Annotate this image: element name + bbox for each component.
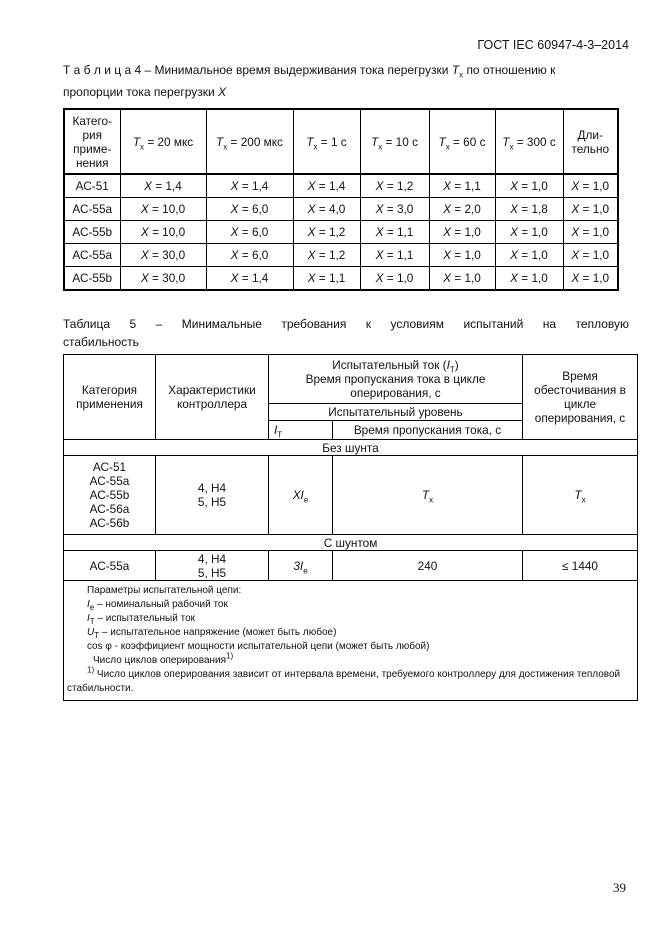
table4-cell-category: АС-55а [64, 198, 120, 221]
table4-header-category: Катего-рия приме-нения [64, 109, 120, 174]
table4-cell-value: X = 1,0 [563, 267, 618, 291]
table5-no-shunt-categories: АС-51 АС-55а АС-55b АС-56а АС-56b [64, 456, 156, 535]
table4-cell-category: АС-55b [64, 267, 120, 291]
table5-no-shunt-time: $T_x$ [333, 456, 523, 535]
table4-cell-value: X = 1,4 [293, 174, 360, 198]
table4-cell-value: X = 6,0 [206, 221, 293, 244]
table4-caption [63, 59, 629, 103]
table4-cell-value: X = 30,0 [120, 244, 206, 267]
table4-cell-value: X = 1,4 [206, 267, 293, 291]
table4-caption-line1: Т а б л и ц а 4 – Минимальное время выдерживания тока перегрузки $T_x$ по отношению к [63, 63, 556, 80]
table5-shunt-time: 240 [333, 551, 523, 581]
table5-shunt-category: АС-55а [64, 551, 156, 581]
table4-cell-value: X = 1,1 [293, 267, 360, 291]
table4-caption-line2: пропорции тока перегрузки X [63, 85, 227, 99]
table4-row [64, 221, 618, 244]
table4-cell-value: X = 1,0 [495, 244, 563, 267]
table5-section-no-shunt: Без шунта [64, 440, 638, 456]
table5-header-test-level: Испытательный уровень [269, 404, 523, 421]
table5 [63, 354, 638, 701]
table4-cell-value: X = 30,0 [120, 267, 206, 291]
table5-shunt-controller: 4, Н4 5, Н5 [156, 551, 269, 581]
table5-no-shunt-deenergize: $T_x$ [523, 456, 638, 535]
table5-header-deenergize: Время обесточивания в цикле оперирования, с [523, 355, 638, 440]
table5-caption-line2: стабильность [63, 335, 139, 349]
table4-cell-value: X = 6,0 [206, 244, 293, 267]
table5-row-shunt [64, 551, 638, 581]
table4-cell-value: X = 1,0 [563, 244, 618, 267]
table5-shunt-level: $3I_e$ [269, 551, 333, 581]
table4-cell-value: X = 2,0 [429, 198, 495, 221]
table5-section-shunt: С шунтом [64, 535, 638, 551]
table4-cell-value: X = 1,2 [293, 244, 360, 267]
table4-cell-value: X = 1,2 [293, 221, 360, 244]
table4-cell-value: X = 1,0 [429, 221, 495, 244]
table5-header-test-current: Испытательный ток $(I_T)$ Время пропускания тока в цикле оперирования, с [269, 355, 523, 404]
table5-row-no-shunt [64, 456, 638, 535]
table4-header-time-6: $T_x = 300$ с [495, 109, 563, 174]
table5-caption-line1: Таблица 5 – Минимальные требования к условиям испытаний на тепловую [63, 317, 629, 331]
table4 [63, 108, 619, 291]
table4-cell-value: X = 1,0 [563, 174, 618, 198]
table4-cell-value: X = 1,0 [495, 174, 563, 198]
table4-cell-value: X = 1,0 [429, 267, 495, 291]
table4-cell-value: X = 1,0 [495, 267, 563, 291]
table5-header-row-1 [64, 355, 638, 404]
table4-cell-value: X = 1,0 [360, 267, 429, 291]
table5-shunt-deenergize: ≤ 1440 [523, 551, 638, 581]
page-number: 39 [613, 880, 626, 895]
table4-row [64, 174, 618, 198]
table4-header-time-3: $T_x = 1$ с [293, 109, 360, 174]
table4-cell-value: X = 10,0 [120, 221, 206, 244]
table4-cell-value: X = 1,2 [360, 174, 429, 198]
table4-cell-value: X = 1,4 [120, 174, 206, 198]
table4-header-row [64, 109, 618, 174]
table4-cell-category: АС-51 [64, 174, 120, 198]
table5-header-controller: Характеристики контроллера [156, 355, 269, 440]
table4-header-time-2: $T_x = 200$ мкс [206, 109, 293, 174]
table4-cell-value: X = 1,0 [495, 221, 563, 244]
table4-cell-value: X = 6,0 [206, 198, 293, 221]
table5-header-pass-time: Время пропускания тока, с [333, 421, 523, 440]
table4-header-time-4: $T_x = 10$ с [360, 109, 429, 174]
table4-cell-value: X = 1,4 [206, 174, 293, 198]
table4-row [64, 244, 618, 267]
table4-cell-value: X = 10,0 [120, 198, 206, 221]
table5-no-shunt-level: $XI_e$ [269, 456, 333, 535]
table5-notes-row [64, 581, 638, 701]
table4-cell-value: X = 1,1 [360, 221, 429, 244]
table4-cell-value: X = 4,0 [293, 198, 360, 221]
table4-cell-value: X = 1,0 [563, 198, 618, 221]
table4-header-time-1: $T_x = 20$ мкс [120, 109, 206, 174]
table5-header-it: $I_T$ [269, 421, 333, 440]
table4-cell-category: АС-55а [64, 244, 120, 267]
table5-notes: Параметры испытательной цепи: $I_e$ – номинальный рабочий ток $I_T$ – испытательный ток $U_T$ – испытательное напряжение (может быть любое) cos φ - коэффициент мощности испытательной цепи (может быть любой) Число циклов оперирования$^{1)}$ $^{1)}$ Число циклов оперирования зависит от интервала времени, требуемого контроллеру для достижения тепловой стабильности. [64, 581, 638, 701]
table4-cell-value: X = 1,1 [429, 174, 495, 198]
table4-row [64, 267, 618, 291]
table5-no-shunt-controller: 4, Н4 5, Н5 [156, 456, 269, 535]
table4-header-time-5: $T_x = 60$ с [429, 109, 495, 174]
table4-cell-value: X = 1,8 [495, 198, 563, 221]
table4-cell-value: X = 1,0 [563, 221, 618, 244]
table4-cell-value: X = 1,0 [429, 244, 495, 267]
table4-row [64, 198, 618, 221]
table4-cell-category: АС-55b [64, 221, 120, 244]
table4-header-long: Дли-тельно [563, 109, 618, 174]
table5-header-category: Категория применения [64, 355, 156, 440]
table4-cell-value: X = 3,0 [360, 198, 429, 221]
document-header: ГОСТ IEC 60947-4-3–2014 [477, 38, 629, 52]
table4-cell-value: X = 1,1 [360, 244, 429, 267]
